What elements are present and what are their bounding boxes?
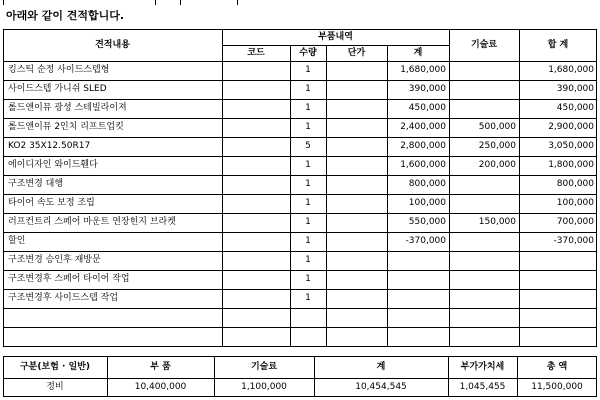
row-code	[222, 61, 290, 80]
row-total: -370,000	[553, 236, 594, 246]
row-qty: 1	[305, 122, 311, 132]
row-amount	[390, 289, 446, 308]
row-amount: 450,000	[408, 103, 446, 113]
summary-header-parts: 부 품	[150, 362, 171, 372]
row-total: 2,900,000	[548, 122, 594, 132]
row-amount: 550,000	[408, 217, 446, 227]
row-unit-price	[329, 61, 384, 80]
summary-value-category: 정비	[46, 382, 64, 392]
row-description: 구조변경 승인후 재방문	[8, 255, 101, 265]
row-description: 에이디자인 와이드휀다	[8, 160, 98, 170]
header-parts-group: 부품내역	[318, 32, 353, 42]
summary-header-vat: 부가가치세	[460, 362, 505, 372]
row-total	[522, 308, 594, 327]
row-labor	[452, 232, 516, 251]
row-code	[222, 251, 290, 270]
row-qty: 1	[305, 274, 311, 284]
row-unit-price	[329, 137, 384, 156]
row-code	[222, 308, 290, 327]
table-gridline	[3, 346, 597, 347]
row-code	[222, 289, 290, 308]
summary-header-grand-total: 총 액	[546, 362, 568, 372]
top-box-border	[3, 0, 4, 5]
top-box-border	[155, 0, 156, 5]
table-gridline	[596, 29, 597, 347]
row-qty: 1	[305, 160, 311, 170]
row-qty: 1	[305, 103, 311, 113]
header-total: 합 계	[547, 40, 569, 50]
summary-header-labor: 기술료	[250, 362, 278, 372]
row-labor	[452, 175, 516, 194]
row-amount: 1,600,000	[400, 160, 446, 170]
row-code	[222, 270, 290, 289]
row-code	[222, 99, 290, 118]
summary-value-labor: 1,100,000	[241, 382, 287, 392]
table-gridline	[3, 29, 4, 347]
row-unit-price	[329, 270, 384, 289]
row-amount: -370,000	[405, 236, 446, 246]
row-amount: 1,680,000	[400, 65, 446, 75]
summary-value-grand-total: 11,500,000	[531, 382, 583, 392]
row-amount: 800,000	[408, 179, 446, 189]
row-qty: 1	[305, 236, 311, 246]
row-description: 롤드앤이뮤 광셩 스테빌라이져	[8, 103, 127, 113]
row-total	[522, 251, 594, 270]
row-labor	[452, 194, 516, 213]
row-labor: 200,000	[478, 160, 516, 170]
row-amount: 2,800,000	[400, 141, 446, 151]
row-amount: 390,000	[408, 84, 446, 94]
row-code	[222, 232, 290, 251]
row-qty: 1	[305, 217, 311, 227]
row-labor	[452, 327, 516, 346]
row-total: 1,800,000	[548, 160, 594, 170]
row-amount	[390, 308, 446, 327]
row-unit-price	[329, 99, 384, 118]
table-gridline	[387, 45, 388, 347]
table-gridline	[326, 45, 327, 347]
table-gridline	[519, 29, 520, 347]
row-unit-price	[329, 308, 384, 327]
row-amount	[390, 327, 446, 346]
row-qty: 5	[305, 141, 311, 151]
row-description: 구조변경후 사이드스텝 작업	[8, 293, 119, 303]
row-qty: 1	[305, 293, 311, 303]
row-description: 구조변경 대행	[8, 179, 64, 189]
row-code	[222, 80, 290, 99]
summary-gridline	[3, 396, 597, 397]
row-qty: 1	[305, 198, 311, 208]
row-description: 킹스틱 순정 사이드스텝형	[8, 65, 110, 75]
row-qty	[290, 327, 326, 346]
row-unit-price	[329, 80, 384, 99]
row-code	[222, 118, 290, 137]
header-unit-price: 단가	[347, 48, 366, 58]
row-description: 사이드스텝 가니쉬 SLED	[8, 84, 107, 94]
row-labor	[452, 308, 516, 327]
row-labor	[452, 270, 516, 289]
header-description: 견적내용	[95, 40, 130, 50]
row-unit-price	[329, 118, 384, 137]
row-description: 러프컨트리 스페어 마운트 연장힌지 브라켓	[8, 217, 176, 227]
row-total: 1,680,000	[548, 65, 594, 75]
top-box-border	[180, 0, 181, 5]
row-total: 390,000	[556, 84, 594, 94]
header-amount: 계	[413, 48, 423, 58]
row-unit-price	[329, 251, 384, 270]
header-qty: 수량	[299, 48, 317, 58]
row-qty	[290, 308, 326, 327]
intro-text: 아래와 같이 견적합니다.	[6, 10, 125, 22]
row-code	[222, 194, 290, 213]
row-total	[522, 327, 594, 346]
summary-value-subtotal: 10,454,545	[355, 382, 407, 392]
row-total: 700,000	[556, 217, 594, 227]
row-unit-price	[329, 232, 384, 251]
row-unit-price	[329, 156, 384, 175]
row-description: KO2 35X12.50R17	[8, 141, 91, 151]
row-description: 구조변경후 스페어 타이어 작업	[8, 274, 130, 284]
header-code: 코드	[247, 48, 265, 58]
row-amount: 100,000	[408, 198, 446, 208]
row-total	[522, 270, 594, 289]
row-labor: 150,000	[478, 217, 516, 227]
row-labor	[452, 289, 516, 308]
row-code	[222, 175, 290, 194]
row-unit-price	[329, 289, 384, 308]
row-description	[8, 327, 217, 346]
row-code	[222, 156, 290, 175]
row-code	[222, 213, 290, 232]
row-total: 100,000	[556, 198, 594, 208]
row-description: 할인	[8, 236, 26, 246]
row-total	[522, 289, 594, 308]
row-unit-price	[329, 175, 384, 194]
row-qty: 1	[305, 255, 311, 265]
row-code	[222, 327, 290, 346]
row-amount	[390, 270, 446, 289]
row-qty: 1	[305, 179, 311, 189]
header-labor: 기술료	[470, 40, 498, 50]
summary-value-vat: 1,045,455	[459, 382, 506, 392]
row-qty: 1	[305, 84, 311, 94]
row-labor	[452, 99, 516, 118]
summary-value-parts: 10,400,000	[134, 382, 187, 392]
row-labor: 250,000	[478, 141, 516, 151]
row-description: 롤드앤이뮤 2인치 리프트업킷	[8, 122, 124, 132]
row-unit-price	[329, 327, 384, 346]
table-gridline	[449, 29, 450, 347]
row-total: 450,000	[556, 103, 594, 113]
row-labor	[452, 61, 516, 80]
row-unit-price	[329, 213, 384, 232]
summary-header-subtotal: 계	[376, 362, 386, 372]
row-labor	[452, 80, 516, 99]
summary-header-category: 구분(보험 · 일반)	[19, 362, 91, 372]
top-box-border	[237, 0, 238, 5]
row-amount	[390, 251, 446, 270]
row-description: 타이어 속도 보정 조립	[8, 198, 95, 208]
row-qty: 1	[305, 65, 311, 75]
row-amount: 2,400,000	[400, 122, 446, 132]
row-total: 3,050,000	[548, 141, 594, 151]
row-unit-price	[329, 194, 384, 213]
row-labor: 500,000	[478, 122, 516, 132]
row-total: 800,000	[556, 179, 594, 189]
row-code	[222, 137, 290, 156]
row-labor	[452, 251, 516, 270]
row-description	[8, 308, 217, 327]
